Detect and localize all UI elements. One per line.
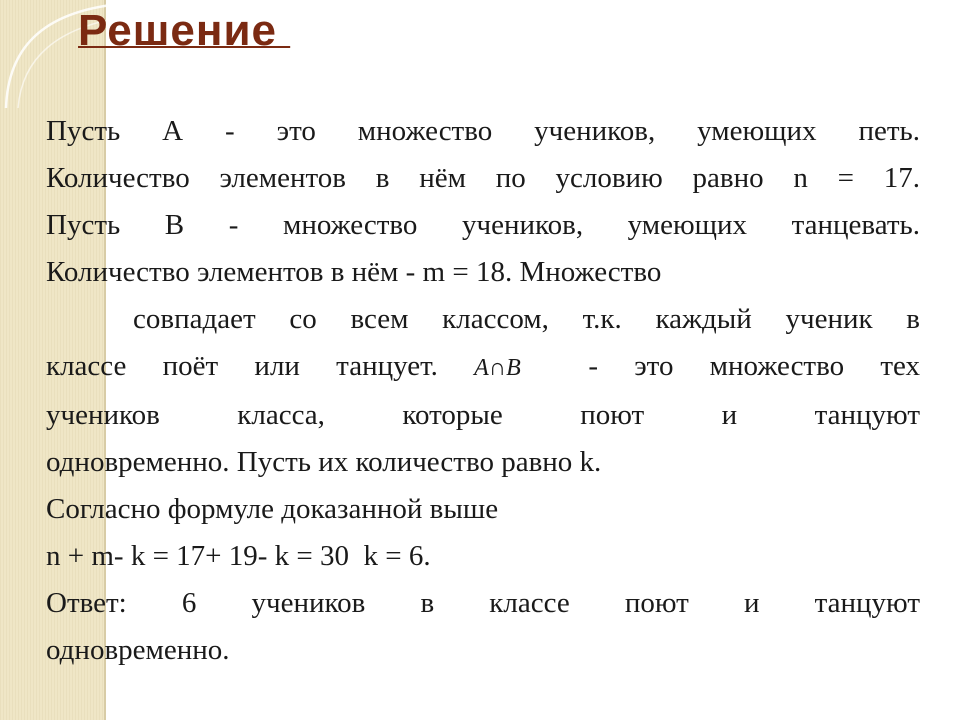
answer-line: одновременно. xyxy=(46,634,230,666)
text-line: Согласно формуле доказанной выше xyxy=(46,493,499,525)
solution-text xyxy=(46,108,920,674)
text-line: одновременно. Пусть их количество равно k. xyxy=(46,446,602,478)
text-line: Количество элементов в нём по условию равно n = 17. xyxy=(46,162,920,194)
intersection-formula: A∩B xyxy=(474,355,521,381)
equation-line: n + m- k = 17+ 19- k = 30 k = 6. xyxy=(46,540,431,572)
slide-title: Решение xyxy=(78,6,291,55)
text-fragment: классе поёт или танцует. xyxy=(46,350,438,382)
text-line: Пусть В - множество учеников, умеющих танцевать. xyxy=(46,209,920,241)
text-line-indented xyxy=(46,296,920,343)
text-line: учеников класса, которые поют и танцуют xyxy=(46,399,920,431)
text-line-with-formula xyxy=(46,343,920,392)
text-line: Количество элементов в нём - m = 18. Множество xyxy=(46,256,662,288)
answer-line: Ответ: 6 учеников в классе поют и танцуют xyxy=(46,587,920,619)
text-line: Пусть А - это множество учеников, умеющих петь. xyxy=(46,115,920,147)
text-fragment: - это множество тех xyxy=(588,350,920,382)
text-fragment: совпадает со всем классом, т.к. каждый ученик в xyxy=(133,303,920,335)
